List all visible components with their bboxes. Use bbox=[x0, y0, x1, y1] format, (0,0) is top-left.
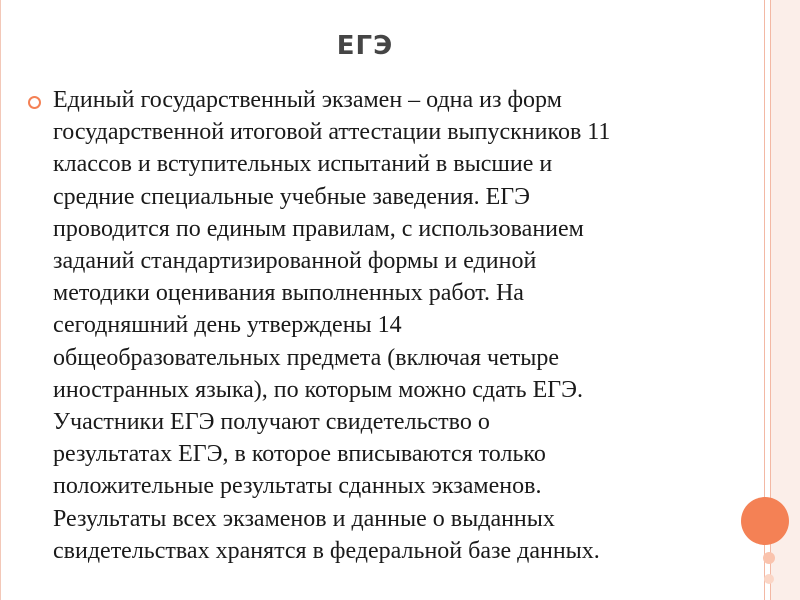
text-line: Результаты всех экзаменов и данные о выданных bbox=[53, 505, 555, 532]
slide-left-border bbox=[0, 0, 1, 600]
decorative-small-circle bbox=[763, 552, 775, 564]
text-line: государственной итоговой аттестации выпускников 11 bbox=[53, 119, 611, 146]
bullet-text bbox=[53, 84, 738, 567]
text-line: сегодняшний день утверждены 14 bbox=[53, 312, 402, 339]
decorative-large-circle bbox=[741, 497, 789, 545]
text-line: общеобразовательных предмета (включая четыре bbox=[53, 344, 560, 371]
text-line: заданий стандартизированной формы и единой bbox=[53, 248, 537, 275]
text-line: средние специальные учебные заведения. ЕГЭ bbox=[53, 183, 530, 210]
text-line: проводится по единым правилам, с использованием bbox=[53, 215, 584, 242]
text-line: иностранных языка), по которым можно сдать ЕГЭ. bbox=[53, 376, 583, 403]
text-line: классов и вступительных испытаний в высшие и bbox=[53, 151, 553, 178]
text-line: результатах ЕГЭ, в которое вписываются только bbox=[53, 441, 546, 468]
slide-title: ЕГЭ bbox=[336, 31, 394, 61]
text-line: положительные результаты сданных экзаменов. bbox=[53, 473, 542, 500]
text-line: Единый государственный экзамен – одна из форм bbox=[53, 87, 562, 113]
text-line: методики оценивания выполненных работ. На bbox=[53, 280, 524, 307]
text-line: свидетельствах хранятся в федеральной базе данных. bbox=[53, 537, 600, 564]
decorative-small-circle bbox=[764, 574, 774, 584]
circle-bullet-icon bbox=[28, 96, 41, 109]
text-line: Участники ЕГЭ получают свидетельство о bbox=[53, 409, 490, 436]
